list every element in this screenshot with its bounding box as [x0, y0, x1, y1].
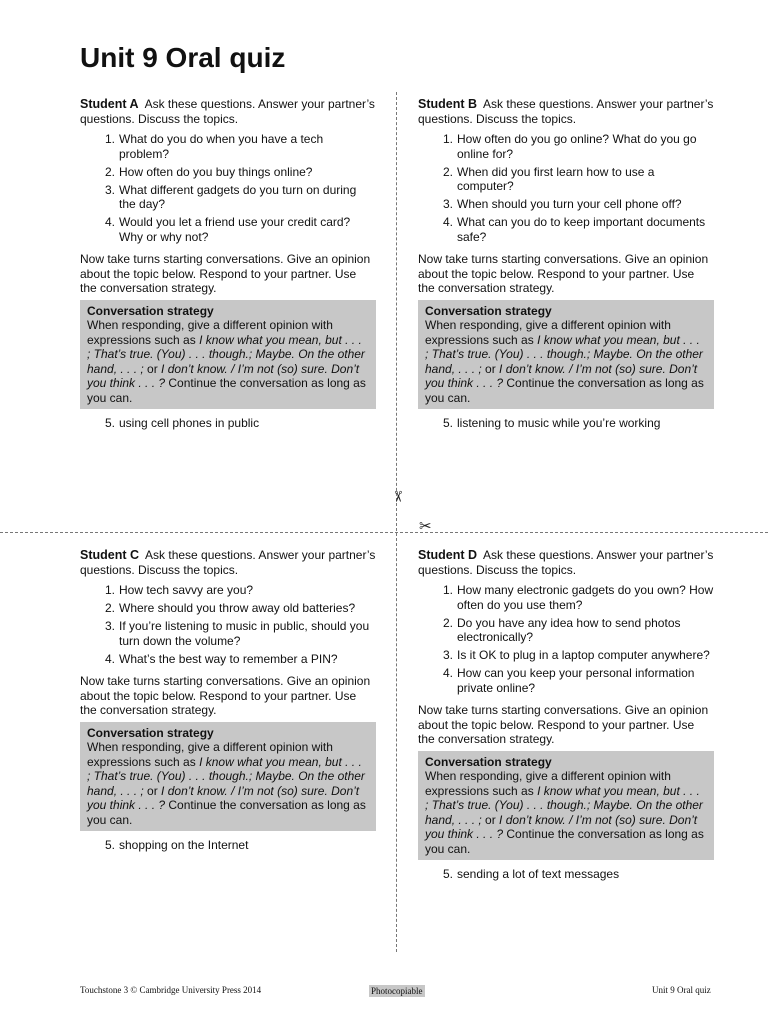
strategy-heading: Conversation strategy: [425, 303, 552, 318]
question-number: 4.: [105, 215, 116, 229]
followup-instructions: Now take turns starting conversations. Give an opinion about the topic below. Respond to your partner. Use the conversation strategy.: [80, 674, 371, 717]
topic-text: using cell phones in public: [119, 416, 260, 430]
conversation-strategy-box: [80, 300, 376, 410]
scissors-icon: ✂: [388, 490, 406, 503]
card-intro: [418, 548, 714, 577]
card-intro: [80, 548, 376, 577]
question-list: [80, 132, 376, 244]
topic-text: listening to music while you’re working: [457, 416, 661, 430]
question-number: 4.: [443, 666, 454, 680]
question-number: 2.: [443, 615, 454, 630]
card-intro: [80, 97, 376, 126]
topic-number: 5.: [443, 867, 454, 881]
followup-instructions: Now take turns starting conversations. Give an opinion about the topic below. Respond to your partner. Use the conversation strategy.: [418, 703, 709, 746]
student-card-d: [418, 548, 714, 882]
question-number: 1.: [443, 132, 454, 146]
question-text: How often do you go online? What do you go online for?: [457, 132, 697, 161]
question-text: How often do you buy things online?: [119, 164, 313, 179]
footer-unit-label: Unit 9 Oral quiz: [652, 985, 711, 995]
question-number: 3.: [443, 197, 454, 211]
question-list: [80, 583, 376, 666]
question-item: [80, 132, 376, 161]
strategy-heading: Conversation strategy: [87, 303, 214, 318]
question-number: 2.: [443, 164, 454, 179]
horizontal-cut-line: [0, 532, 768, 533]
followup-instructions: Now take turns starting conversations. Give an opinion about the topic below. Respond to your partner. Use the conversation strategy.: [80, 252, 371, 295]
question-list: [418, 132, 714, 244]
question-number: 1.: [105, 583, 116, 597]
discussion-topic: [418, 416, 714, 431]
question-item: [418, 215, 714, 244]
question-number: 3.: [105, 182, 116, 197]
topic-text: sending a lot of text messages: [457, 867, 620, 881]
discussion-topic: [80, 838, 376, 853]
question-text: When did you first learn how to use a computer?: [457, 164, 655, 193]
question-number: 3.: [105, 619, 116, 633]
strategy-heading: Conversation strategy: [87, 725, 214, 740]
footer-copyright: Touchstone 3 © Cambridge University Press 2014: [80, 985, 262, 995]
instructions-text: Ask these questions. Answer your partner’s questions. Discuss the topics.: [418, 97, 714, 126]
question-number: 1.: [105, 132, 116, 146]
conversation-strategy-box: [418, 300, 714, 410]
student-card-b: [418, 97, 714, 431]
topic-number: 5.: [443, 416, 454, 430]
strategy-heading: Conversation strategy: [425, 754, 552, 769]
question-text: What do you do when you have a tech problem?: [119, 132, 324, 161]
question-item: [80, 165, 376, 180]
question-text: Do you have any idea how to send photos electronically?: [457, 615, 681, 644]
instructions-text: Ask these questions. Answer your partner’s questions. Discuss the topics.: [80, 548, 376, 577]
student-name: Student C: [80, 548, 140, 562]
question-number: 2.: [105, 164, 116, 179]
topic-text: shopping on the Internet: [119, 838, 249, 852]
question-item: [80, 601, 376, 616]
question-text: If you’re listening to music in public, should you turn down the volume?: [119, 619, 370, 648]
student-name: Student B: [418, 97, 478, 111]
footer-photocopiable: Photocopiable: [371, 986, 423, 996]
question-text: What’s the best way to remember a PIN?: [119, 651, 338, 666]
topic-number: 5.: [105, 838, 116, 852]
student-card-c: [80, 548, 376, 853]
question-text: How many electronic gadgets do you own? How often do you use them?: [457, 583, 714, 612]
question-number: 1.: [443, 583, 454, 597]
discussion-topic: [80, 416, 376, 431]
instructions-text: Ask these questions. Answer your partner’s questions. Discuss the topics.: [418, 548, 714, 577]
question-item: [80, 215, 376, 244]
student-name: Student A: [80, 97, 139, 111]
vertical-cut-line: [396, 92, 397, 952]
question-item: [80, 652, 376, 667]
strategy-body: When responding, give a different opinion with expressions such as I know what you mean, but . . . ; That’s true. (You) . . . though.; Maybe. On the other hand, . . . ; or I don’t know. / I’m not (so) sure. Don’t you think . . . ? Continue the conversation as long as you can.: [87, 740, 366, 827]
question-item: [418, 648, 714, 663]
question-item: [418, 197, 714, 212]
question-text: How tech savvy are you?: [119, 583, 254, 597]
question-item: [80, 183, 376, 212]
scissors-icon: ✂: [419, 518, 432, 535]
question-item: [80, 619, 376, 648]
question-number: 4.: [105, 651, 116, 666]
question-text: What different gadgets do you turn on during the day?: [119, 182, 357, 211]
card-intro: [418, 97, 714, 126]
strategy-body: When responding, give a different opinion with expressions such as I know what you mean, but . . . ; That’s true. (You) . . . though.; Maybe. On the other hand, . . . ; or I don’t know. / I’m not (so) sure. Don’t you think . . . ? Continue the conversation as long as you can.: [425, 318, 704, 405]
question-number: 4.: [443, 215, 454, 229]
strategy-body: When responding, give a different opinion with expressions such as I know what you mean, but . . . ; That’s true. (You) . . . though.; Maybe. On the other hand, . . . ; or I don’t know. / I’m not (so) sure. Don’t you think . . . ? Continue the conversation as long as you can.: [87, 318, 366, 405]
question-text: Where should you throw away old batteries?: [119, 601, 356, 615]
strategy-body: When responding, give a different opinion with expressions such as I know what you mean, but . . . ; That’s true. (You) . . . though.; Maybe. On the other hand, . . . ; or I don’t know. / I’m not (so) sure. Don’t you think . . . ? Continue the conversation as long as you can.: [425, 769, 704, 856]
question-item: [418, 583, 714, 612]
question-item: [418, 165, 714, 194]
question-text: Would you let a friend use your credit card? Why or why not?: [119, 215, 351, 244]
student-name: Student D: [418, 548, 478, 562]
question-text: How can you keep your personal information private online?: [457, 666, 695, 695]
followup-instructions: Now take turns starting conversations. Give an opinion about the topic below. Respond to your partner. Use the conversation strategy.: [418, 252, 709, 295]
question-list: [418, 583, 714, 695]
question-number: 3.: [443, 648, 454, 662]
student-card-a: [80, 97, 376, 431]
question-number: 2.: [105, 601, 116, 615]
instructions-text: Ask these questions. Answer your partner’s questions. Discuss the topics.: [80, 97, 375, 126]
question-text: What can you do to keep important documents safe?: [457, 215, 706, 244]
question-item: [418, 132, 714, 161]
page-title: Unit 9 Oral quiz: [80, 42, 286, 73]
topic-number: 5.: [105, 416, 116, 430]
conversation-strategy-box: [418, 751, 714, 861]
question-item: [80, 583, 376, 598]
conversation-strategy-box: [80, 722, 376, 832]
question-item: [418, 616, 714, 645]
question-text: When should you turn your cell phone off?: [457, 197, 682, 211]
discussion-topic: [418, 867, 714, 882]
question-item: [418, 666, 714, 695]
question-text: Is it OK to plug in a laptop computer anywhere?: [457, 648, 710, 662]
